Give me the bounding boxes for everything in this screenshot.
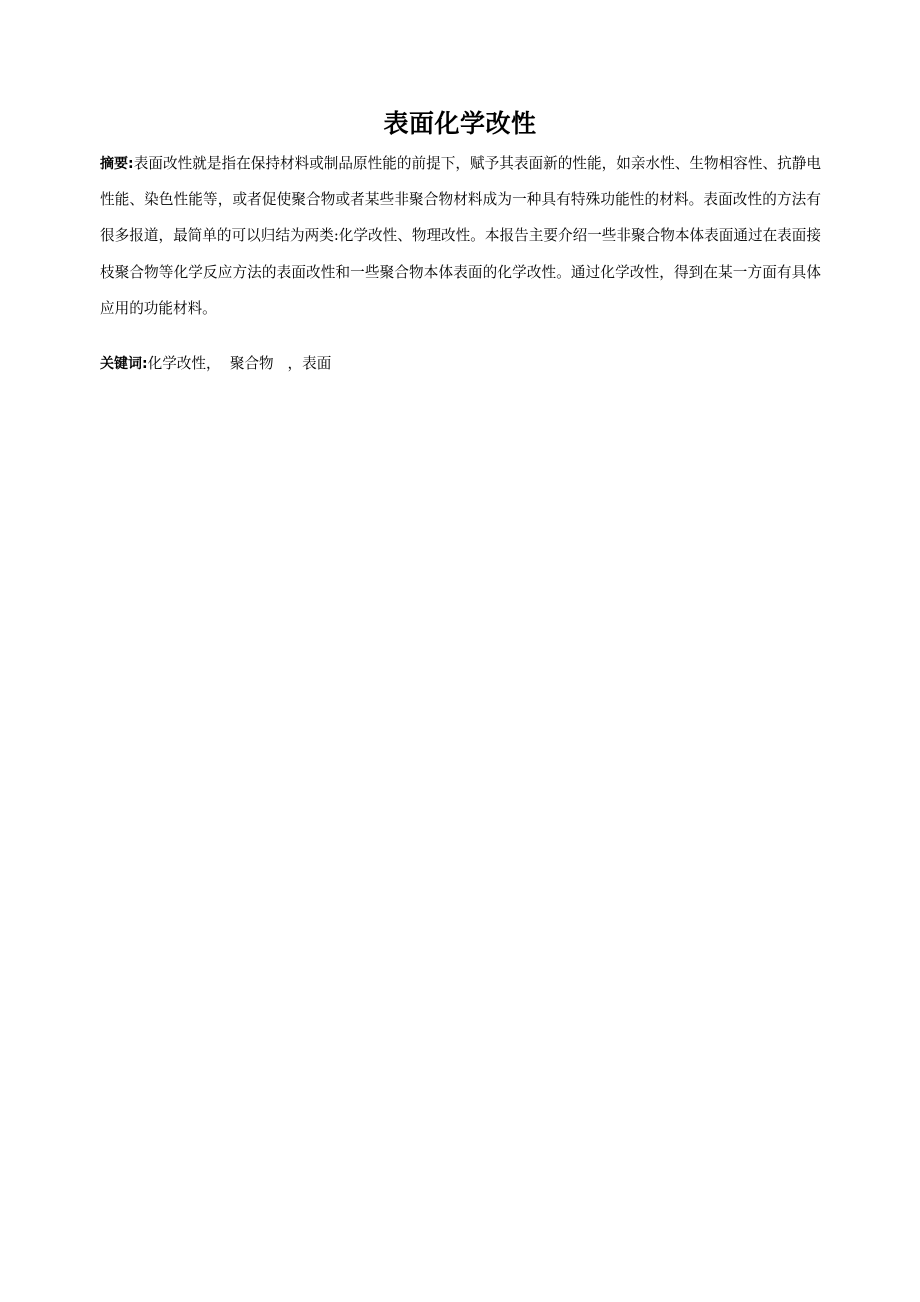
document-title: 表面化学改性 <box>383 109 537 138</box>
abstract-label: 摘要: <box>100 156 134 172</box>
abstract-text: 表面改性就是指在保持材料或制品原性能的前提下，赋予其表面新的性能，如亲水性、生物相容性、抗静电性能、染色性能等，或者促使聚合物或者某些非聚合物材料成为一种具有特殊功能性的材料。表面改性的方法有很多报道，最简单的可以归结为两类:化学改性、物理改性。本报告主要介绍一些非聚合物本体表面通过在表面接枝聚合物等化学反应方法的表面改性和一些聚合物本体表面的化学改性。通过化学改性，得到在某一方面有具体应用的功能材料。 <box>100 155 821 317</box>
abstract-paragraph <box>100 146 821 327</box>
keywords-text: 化学改性， 聚合物 ，表面 <box>147 355 332 372</box>
keywords-line <box>100 346 821 382</box>
keywords-label: 关键词: <box>100 356 148 372</box>
